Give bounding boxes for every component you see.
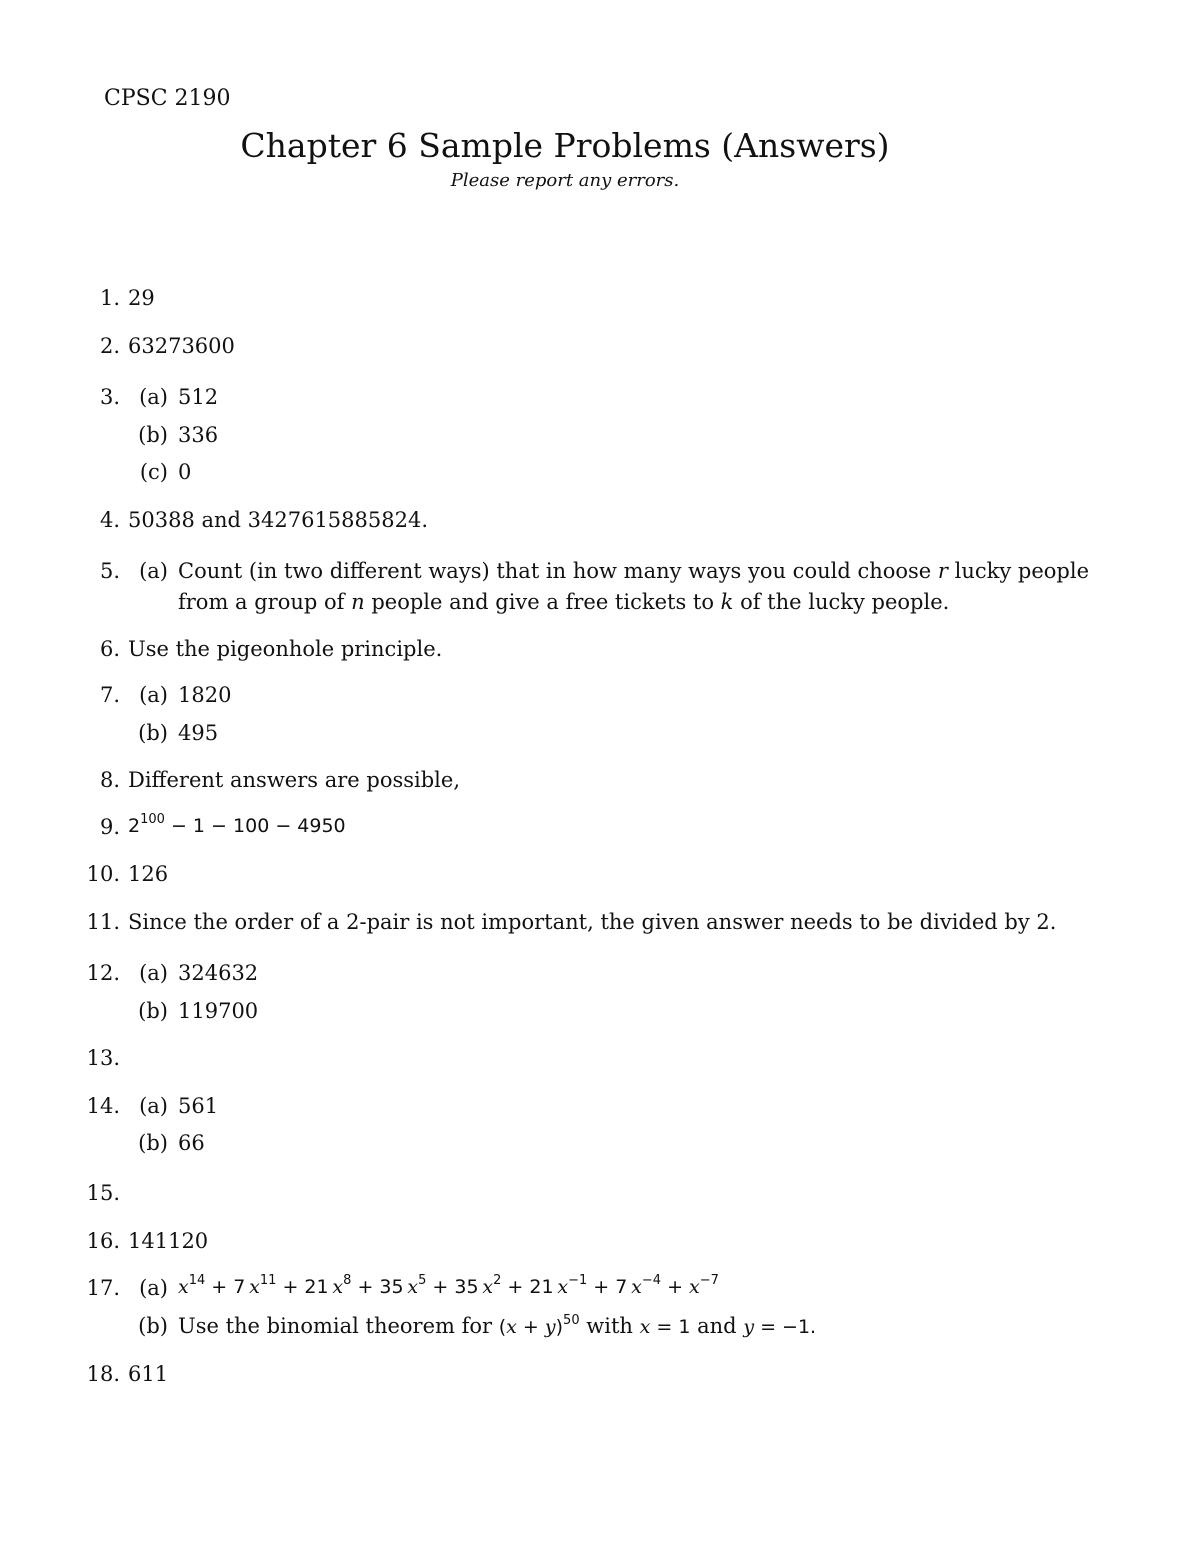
answer-number: 3. [99, 385, 120, 409]
coefficient: 35 [379, 1276, 408, 1298]
coefficient: 21 [304, 1276, 333, 1298]
subpart-text [178, 559, 1089, 584]
subpart-text [178, 590, 949, 615]
exponent: 5 [418, 1273, 427, 1288]
page-subtitle: Please report any errors. [450, 170, 680, 191]
subpart-text: 0 [178, 460, 192, 484]
exponent: 50 [563, 1313, 580, 1328]
variable-x: x [689, 1276, 700, 1298]
math-expression [128, 812, 346, 838]
answer-number: 8. [99, 768, 120, 792]
subpart-label: (b) [138, 1314, 168, 1338]
polynomial-term [304, 1273, 352, 1298]
variable-x: x [249, 1276, 260, 1298]
equation [640, 1316, 691, 1338]
text-run: with [586, 1314, 633, 1338]
answer-number: 7. [99, 683, 120, 707]
subpart-label: (b) [138, 721, 168, 745]
answer-number: 12. [86, 961, 120, 985]
polynomial-term [233, 1273, 277, 1298]
coefficient: 7 [615, 1276, 632, 1298]
variable-x: x [178, 1276, 189, 1298]
exponent: 14 [188, 1273, 206, 1288]
answer-text: Since the order of a 2-pair is not important, the given answer needs to be divided by 2. [128, 910, 1057, 934]
equation-rest: = 1 [650, 1316, 691, 1338]
exponent: 8 [343, 1273, 352, 1288]
plus-sign: + [516, 1316, 545, 1338]
subpart-text: 66 [178, 1131, 205, 1155]
text-run: and [697, 1314, 737, 1338]
text-run: of the lucky people. [740, 590, 950, 614]
plus-sign: + [276, 1276, 305, 1298]
answer-number: 13. [86, 1046, 120, 1070]
answer-number: 6. [99, 637, 120, 661]
subpart-label: (a) [139, 961, 168, 985]
subpart-label: (c) [139, 460, 168, 484]
answer-text: 126 [128, 862, 169, 886]
subpart-label: (b) [138, 423, 168, 447]
answer-text: 50388 and 3427615885824. [128, 508, 429, 532]
subpart-label: (a) [139, 683, 168, 707]
polynomial-term [178, 1273, 206, 1298]
exponent: 100 [140, 812, 165, 827]
answer-text: 29 [128, 286, 155, 310]
answer-number: 2. [99, 334, 120, 358]
subpart-text: 1820 [178, 683, 232, 707]
variable-n: n [351, 590, 365, 614]
variable-x: x [506, 1316, 517, 1338]
subpart-label: (b) [138, 1131, 168, 1155]
answer-text: Different answers are possible, [128, 768, 461, 792]
plus-sign: + [205, 1276, 234, 1298]
variable-x: x [482, 1276, 494, 1298]
plus-sign: + [661, 1276, 690, 1298]
plus-sign: + [426, 1276, 455, 1298]
subpart-text: 324632 [178, 961, 259, 985]
answer-number: 10. [86, 862, 120, 886]
variable-y: y [544, 1316, 556, 1338]
answer-text: Use the pigeonhole principle. [128, 637, 443, 661]
subpart-text: 495 [178, 721, 219, 745]
power-base: 2 [128, 815, 141, 837]
equation-rest: = −1. [754, 1316, 817, 1338]
answer-number: 14. [86, 1094, 120, 1118]
course-code: CPSC 2190 [104, 86, 231, 111]
text-run: people and give a free tickets to [371, 590, 714, 614]
text-run: from a group of [178, 590, 345, 614]
plus-sign: + [587, 1276, 616, 1298]
subpart-label: (a) [139, 559, 168, 583]
exponent: −1 [568, 1273, 588, 1288]
variable-x: x [332, 1276, 344, 1298]
subpart-text: 561 [178, 1094, 219, 1118]
coefficient: 21 [529, 1276, 558, 1298]
polynomial-term [689, 1273, 719, 1298]
text-run: Use the binomial theorem for [178, 1314, 493, 1338]
subpart-label: (a) [139, 1094, 168, 1118]
subpart-text [178, 1314, 816, 1339]
polynomial-expression [178, 1273, 719, 1299]
subpart-text: 512 [178, 385, 219, 409]
exponent: 11 [259, 1273, 277, 1288]
answer-text: 611 [128, 1362, 169, 1386]
exponent: 2 [493, 1273, 502, 1288]
subpart-text: 336 [178, 423, 219, 447]
answer-number: 16. [86, 1229, 120, 1253]
answer-number: 1. [99, 286, 120, 310]
variable-x: x [407, 1276, 419, 1298]
expression-rest: − 1 − 100 − 4950 [170, 815, 346, 837]
polynomial-term [529, 1273, 588, 1298]
subpart-label: (a) [139, 385, 168, 409]
answer-number: 9. [99, 815, 120, 839]
polynomial-term [615, 1273, 662, 1298]
answer-number: 4. [99, 508, 120, 532]
answer-text: 141120 [128, 1229, 209, 1253]
answer-number: 15. [86, 1181, 120, 1205]
coefficient: 7 [233, 1276, 250, 1298]
variable-y: y [743, 1316, 755, 1338]
subpart-label: (a) [139, 1276, 168, 1300]
polynomial-term [454, 1273, 502, 1298]
paren-open: ( [498, 1316, 507, 1338]
plus-sign: + [501, 1276, 530, 1298]
subpart-text: 119700 [178, 999, 259, 1023]
answer-number: 11. [86, 910, 120, 934]
variable-x: x [631, 1276, 642, 1298]
answer-number: 18. [86, 1362, 120, 1386]
answer-number: 17. [86, 1276, 120, 1300]
variable-r: r [937, 559, 948, 583]
variable-x: x [557, 1276, 569, 1298]
coefficient: 35 [454, 1276, 483, 1298]
binomial-expression [498, 1313, 580, 1338]
equation [743, 1316, 816, 1338]
variable-k: k [720, 590, 734, 614]
answer-number: 5. [99, 559, 120, 583]
exponent: −7 [699, 1273, 719, 1288]
answer-text: 63273600 [128, 334, 235, 358]
variable-x: x [639, 1316, 651, 1338]
plus-sign: + [351, 1276, 380, 1298]
text-run: Count (in two different ways) that in how many ways you could choose [178, 559, 932, 583]
paren-close: ) [555, 1316, 564, 1338]
page-title: Chapter 6 Sample Problems (Answers) [240, 126, 890, 165]
exponent: −4 [641, 1273, 662, 1288]
text-run: lucky people [954, 559, 1090, 583]
subpart-label: (b) [138, 999, 168, 1023]
polynomial-term [379, 1273, 427, 1298]
